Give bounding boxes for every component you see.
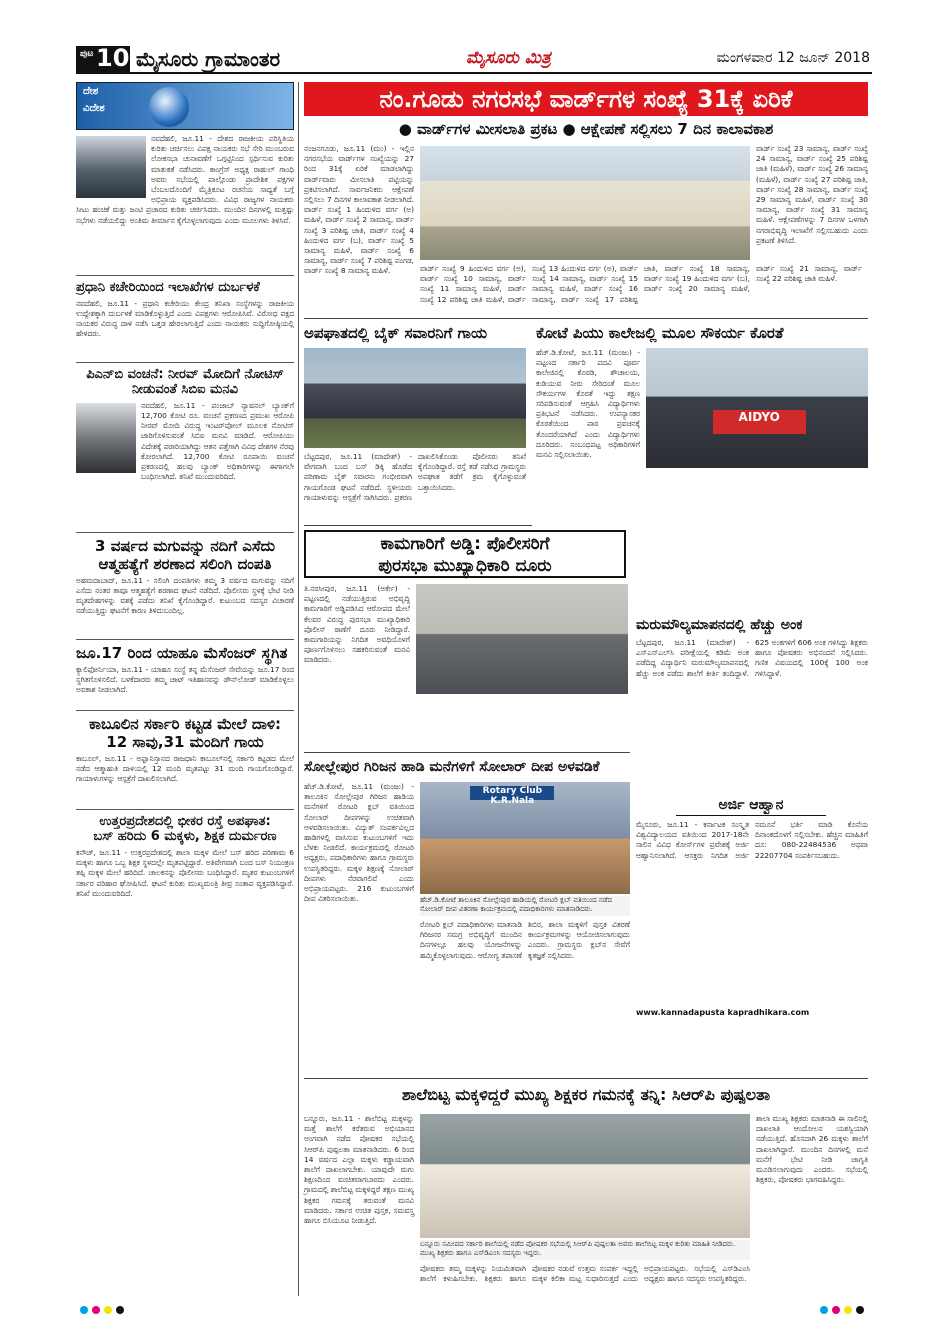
registration-mark [92,1306,100,1314]
headline-up-accident-2: ಬಸ್ ಹರಿದು 6 ಮಕ್ಕಳು, ಶಿಕ್ಷಕ ದುರ್ಮರಣ [93,829,277,845]
classroom-meeting-photo [420,1114,750,1238]
main-news-area [304,82,868,1296]
page-header [76,44,872,74]
article-text: ಕ್ಯಾಲಿಫೋರ್ನಿಯಾ, ಜೂ.11 - ಯಾಹೂ ಸಂಸ್ಥೆ ತನ್ನ ಮೆಸೆಂಜರ್ ಸೇವೆಯನ್ನು ಜೂ.17 ರಿಂದ ಸ್ಥಗಿತಗೊಳಿಸಲಿದೆ. ಬಳಕೆದಾರರು ತಮ್ಮ ಚಾಟ್ ಇತಿಹಾಸವನ್ನು ಡೌನ್‌ಲೋಡ್ ಮಾಡಿಕೊಳ್ಳಲು ಅವಕಾಶ ನೀಡಲಾಗಿದೆ. [76,664,294,695]
rahul-gandhi-photo [76,136,146,198]
desha-videsha-kicker [76,82,294,130]
college-text: ಹೆಚ್.ಡಿ.ಕೋಟೆ, ಜೂ.11 (ಮಂಜು) - ಪಟ್ಟಣದ ಸರ್ಕಾರಿ ಪದವಿ ಪೂರ್ವ ಕಾಲೇಜಿನಲ್ಲಿ ಕೊಠಡಿ, ಶೌಚಾಲಯ, ಕುಡಿಯುವ ನೀರು ಸೇರಿದಂತೆ ಮೂಲ ಸೌಕರ್ಯಗಳ ಕೊರತೆ ಇದ್ದು ತಕ್ಷಣ ಸರಿಪಡಿಸುವಂತೆ ಆಗ್ರಹಿಸಿ ವಿದ್ಯಾರ್ಥಿಗಳು ಪ್ರತಿಭಟನೆ ನಡೆಸಿದರು. ಉಪನ್ಯಾಸಕರ ಕೊರತೆಯಿಂದ ಪಾಠ ಪ್ರವಚನಕ್ಕೆ ತೊಂದರೆಯಾಗಿದೆ ಎಂದು ವಿದ್ಯಾರ್ಥಿಗಳು ದೂರಿದರು. ಸಂಬಂಧಪಟ್ಟ ಅಧಿಕಾರಿಗಳಿಗೆ ಮನವಿ ಸಲ್ಲಿಸಲಾಯಿತು. [536,348,640,460]
dropout-text-a: ಬನ್ನೂರು, ಜೂ.11 - ಶಾಲೆಬಿಟ್ಟ ಮಕ್ಕಳನ್ನು ಮತ್ತೆ ಶಾಲೆಗೆ ಕರೆತರುವ ಅಭಿಯಾನದ ಅಂಗವಾಗಿ ನಡೆದ ಪೋಷಕರ ಸಭೆಯಲ್ಲಿ ಸಿಆರ್‌ಪಿ ಪುಷ್ಪಲತಾ ಮಾತನಾಡಿದರು. 6 ರಿಂದ 14 ವರ್ಷದ ಎಲ್ಲಾ ಮಕ್ಕಳು ಕಡ್ಡಾಯವಾಗಿ ಶಾಲೆಗೆ ದಾಖಲಾಗಬೇಕು. ಯಾವುದೇ ಮಗು ಶಿಕ್ಷಣದಿಂದ ವಂಚಿತವಾಗಬಾರದು ಎಂದರು. ಗ್ರಾಮದಲ್ಲಿ ಶಾಲೆಬಿಟ್ಟ ಮಕ್ಕಳಿದ್ದರೆ ತಕ್ಷಣ ಮುಖ್ಯ ಶಿಕ್ಷಕರ ಗಮನಕ್ಕೆ ತರುವಂತೆ ಮನವಿ ಮಾಡಿದರು. ಸರ್ಕಾರ ಉಚಿತ ಪುಸ್ತಕ, ಸಮವಸ್ತ್ರ ಹಾಗೂ ಬಿಸಿಯೂಟ ನೀಡುತ್ತಿದೆ. [304,1114,414,1226]
accident-story [304,322,530,522]
dropout-story [304,1082,868,1296]
revaluation-headline: ಮರುಮೌಲ್ಯಮಾಪನದಲ್ಲಿ ಹೆಚ್ಚು ಅಂಕ [636,617,803,633]
solar-text-a: ಹೆಚ್.ಡಿ.ಕೋಟೆ, ಜೂ.11 (ಮಂಜು) - ತಾಲೂಕಿನ ಸೋಲ್ಲೇಪುರ ಗಿರಿಜನ ಹಾಡಿಯ ಮನೆಗಳಿಗೆ ರೋಟರಿ ಕ್ಲಬ್ ವತಿಯಿಂದ ಸೋಲಾರ್ ದೀಪಗಳನ್ನು ಉಚಿತವಾಗಿ ಅಳವಡಿಸಲಾಯಿತು. ವಿದ್ಯುತ್ ಸಂಪರ್ಕವಿಲ್ಲದ ಹಾಡಿಗಳಲ್ಲಿ ವಾಸಿಸುವ ಕುಟುಂಬಗಳಿಗೆ ಇದು ಬೆಳಕು ನೀಡಲಿದೆ. ಕಾರ್ಯಕ್ರಮದಲ್ಲಿ ರೋಟರಿ ಅಧ್ಯಕ್ಷರು, ಪದಾಧಿಕಾರಿಗಳು ಹಾಗೂ ಗ್ರಾಮಸ್ಥರು ಉಪಸ್ಥಿತರಿದ್ದರು. ಮಕ್ಕಳ ಶಿಕ್ಷಣಕ್ಕೆ ಸೋಲಾರ್ ದೀಪಗಳು ನೆರವಾಗಲಿವೆ ಎಂದು ಅಭಿಪ್ರಾಯಪಟ್ಟರು. 216 ಕುಟುಂಬಗಳಿಗೆ ದೀಪ ವಿತರಿಸಲಾಯಿತು. [304,782,414,904]
headline-nirav-modi: ಪಿಎನ್‌ಬಿ ವಂಚನೆ: ನೀರವ್ ಮೋದಿಗೆ ನೋಟಿಸ್ ನೀಡುವಂತೆ ಸಿಬಿಐ ಮನವಿ [86,366,284,398]
registration-mark [820,1306,828,1314]
divider [304,1078,868,1079]
lead-headline: ನಂ.ಗೂಡು ನಗರಸಭೆ ವಾರ್ಡ್‌ಗಳ ಸಂಖ್ಯೆ 31ಕ್ಕೆ ಏರಿಕೆ [304,82,868,116]
page-number: 10 [96,44,130,72]
article-text: ಕಾಬೂಲ್, ಜೂ.11 - ಅಫ್ಘಾನಿಸ್ತಾನದ ರಾಜಧಾನಿ ಕಾಬೂಲ್‌ನಲ್ಲಿ ಸರ್ಕಾರಿ ಕಟ್ಟಡದ ಮೇಲೆ ನಡೆದ ಆತ್ಮಾಹುತಿ ದಾಳಿಯಲ್ಲಿ 12 ಮಂದಿ ಮೃತಪಟ್ಟು 31 ಮಂದಿ ಗಾಯಗೊಂಡಿದ್ದಾರೆ. ಗಾಯಾಳುಗಳನ್ನು ಆಸ್ಪತ್ರೆಗೆ ದಾಖಲಿಸಲಾಗಿದೆ. [76,753,294,784]
photo-caption: ಬನ್ನೂರು ಸಮೀಪದ ಸರ್ಕಾರಿ ಶಾಲೆಯಲ್ಲಿ ನಡೆದ ಪೋಷಕರ ಸಭೆಯಲ್ಲಿ ಸಿಆರ್‌ಪಿ ಪುಷ್ಪಲತಾ ಅವರು ಶಾಲೆಬಿಟ್ಟ ಮಕ್ಕಳ ಕುರಿತು ಮಾಹಿತಿ ನೀಡಿದರು. ಮುಖ್ಯ ಶಿಕ್ಷಕರು ಹಾಗೂ ಎಸ್‌ಡಿಎಂಸಿ ಸದಸ್ಯರು ಇದ್ದರು. [420,1240,750,1260]
headline-yahoo: ಜೂ.17 ರಿಂದ ಯಾಹೂ ಮೆಸೆಂಜರ್ ಸ್ಥಗಿತ [76,643,288,662]
photo-caption: ಹೆಚ್.ಡಿ.ಕೋಟೆ ತಾಲೂಕಿನ ಸೋಲ್ಲೇಪುರ ಹಾಡಿಯಲ್ಲಿ ರೋಟರಿ ಕ್ಲಬ್ ವತಿಯಿಂದ ನಡೆದ ಸೋಲಾರ್ ದೀಪ ವಿತರಣಾ ಕಾರ್ಯಕ್ರಮದಲ್ಲಿ ಪದಾಧಿಕಾರಿಗಳು ಮಾತನಾಡಿದರು. [420,896,630,916]
rotary-sign: Rotary Club K.R.Nala [470,786,554,799]
headline-same-sex-couple: 3 ವರ್ಷದ ಮಗುವನ್ನು ನದಿಗೆ ಎಸೆದು ಆತ್ಮಹತ್ಯೆಗೆ ಶರಣಾದ ಸಲಿಂಗಿ ದಂಪತಿ [95,536,275,573]
dropout-text-c: ಶಾಲಾ ಮುಖ್ಯ ಶಿಕ್ಷಕರು ಮಾತನಾಡಿ ಈ ಸಾಲಿನಲ್ಲಿ ದಾಖಲಾತಿ ಆಂದೋಲನ ಯಶಸ್ವಿಯಾಗಿ ನಡೆಯುತ್ತಿದೆ. ಹೊಸದಾಗಿ 26 ಮಕ್ಕಳು ಶಾಲೆಗೆ ದಾಖಲಾಗಿದ್ದಾರೆ. ಮುಂದಿನ ದಿನಗಳಲ್ಲಿ ಮನೆ ಮನೆಗೆ ಭೇಟಿ ನೀಡಿ ಜಾಗೃತಿ ಮೂಡಿಸಲಾಗುವುದು ಎಂದರು. ಸಭೆಯಲ್ಲಿ ಶಿಕ್ಷಕರು, ಪೋಷಕರು ಭಾಗವಹಿಸಿದ್ದರು. [756,1114,868,1185]
article-text: ನವದೆಹಲಿ, ಜೂ.11 - ಪಂಜಾಬ್ ನ್ಯಾಷನಲ್ ಬ್ಯಾಂಕ್‌ಗೆ 12,700 ಕೋಟಿ ರೂ. ವಂಚನೆ ಪ್ರಕರಣದ ಪ್ರಮುಖ ಆರೋಪಿ ನೀರವ್ ಮೋದಿ ವಿರುದ್ಧ ಇಂಟರ್‌ಪೋಲ್ ಮೂಲಕ ನೋಟಿಸ್ ಜಾರಿಗೊಳಿಸುವಂತೆ ಸಿಬಿಐ ಮನವಿ ಮಾಡಿದೆ. ಆರೋಪಿಯು ವಿದೇಶಕ್ಕೆ ಪರಾರಿಯಾಗಿದ್ದು ಆತನ ಪತ್ತೆಗಾಗಿ ವಿವಿಧ ದೇಶಗಳ ನೆರವು ಕೋರಲಾಗಿದೆ. 12,700 ಕೋಟಿ ರೂಪಾಯಿ ವಂಚನೆ ಪ್ರಕರಣದಲ್ಲಿ ಹಲವು ಬ್ಯಾಂಕ್ ಅಧಿಕಾರಿಗಳನ್ನು ಈಗಾಗಲೇ ಬಂಧಿಸಲಾಗಿದೆ. ತನಿಖೆ ಮುಂದುವರಿದಿದೆ. [76,401,294,529]
registration-mark [844,1306,852,1314]
solar-headline: ಸೋಲ್ಲೇಪುರ ಗಿರಿಜನ ಹಾಡಿ ಮನೆಗಳಿಗೆ ಸೋಲಾರ್ ದೀಪ ಅಳವಡಿಕೆ [304,759,600,775]
registration-mark [856,1306,864,1314]
lead-subhead: ● ವಾರ್ಡ್‌ಗಳ ಮೀಸಲಾತಿ ಪ್ರಕಟ ● ಆಕ್ಷೇಪಣೆ ಸಲ್ಲಿಸಲು 7 ದಿನ ಕಾಲಾವಕಾಶ [398,120,774,138]
registration-mark [104,1306,112,1314]
page-word: ಪುಟ [80,49,94,59]
solar-story [304,756,630,1076]
globe-icon [149,87,189,127]
lead-text-a: ನಂಜನಗೂಡು, ಜೂ.11 (ಮಂ) - ಇಲ್ಲಿನ ನಗರಸಭೆಯ ವಾರ್ಡ್‌ಗಳ ಸಂಖ್ಯೆಯನ್ನು 27 ರಿಂದ 31ಕ್ಕೆ ಏರಿಕೆ ಮಾಡಲಾಗಿದ್ದು ವಾರ್ಡ್‌ವಾರು ಮೀಸಲಾತಿ ಪಟ್ಟಿಯನ್ನು ಪ್ರಕಟಿಸಲಾಗಿದೆ. ಸಾರ್ವಜನಿಕರು ಆಕ್ಷೇಪಣೆ ಸಲ್ಲಿಸಲು 7 ದಿನಗಳ ಕಾಲಾವಕಾಶ ನೀಡಲಾಗಿದೆ. ವಾರ್ಡ್ ಸಂಖ್ಯೆ 1 ಹಿಂದುಳಿದ ವರ್ಗ (ಅ) ಮಹಿಳೆ, ವಾರ್ಡ್ ಸಂಖ್ಯೆ 2 ಸಾಮಾನ್ಯ, ವಾರ್ಡ್ ಸಂಖ್ಯೆ 3 ಪರಿಶಿಷ್ಟ ಜಾತಿ, ವಾರ್ಡ್ ಸಂಖ್ಯೆ 4 ಹಿಂದುಳಿದ ವರ್ಗ (ಬ), ವಾರ್ಡ್ ಸಂಖ್ಯೆ 5 ಸಾಮಾನ್ಯ ಮಹಿಳೆ, ವಾರ್ಡ್ ಸಂಖ್ಯೆ 6 ಸಾಮಾನ್ಯ, ವಾರ್ಡ್ ಸಂಖ್ಯೆ 7 ಪರಿಶಿಷ್ಟ ಪಂಗಡ, ವಾರ್ಡ್ ಸಂಖ್ಯೆ 8 ಸಾಮಾನ್ಯ ಮಹಿಳೆ. [304,144,414,276]
article-text: ನವದೆಹಲಿ, ಜೂ.11 - ಪ್ರಧಾನಿ ಕಚೇರಿಯು ಕೇಂದ್ರ ತನಿಖಾ ಸಂಸ್ಥೆಗಳನ್ನು ರಾಜಕೀಯ ಉದ್ದೇಶಕ್ಕಾಗಿ ದುರ್ಬಳಕೆ ಮಾಡಿಕೊಳ್ಳುತ್ತಿದೆ ಎಂದು ವಿಪಕ್ಷಗಳು ಆರೋಪಿಸಿವೆ. ವಿರೋಧ ಪಕ್ಷದ ನಾಯಕರ ವಿರುದ್ಧ ದಾಳಿ ನಡೆಸಿ ಒತ್ತಡ ಹೇರಲಾಗುತ್ತಿದೆ ಎಂದು ನಾಯಕರು ಸುದ್ದಿಗೋಷ್ಠಿಯಲ್ಲಿ ಹೇಳಿದರು. [76,298,294,339]
college-headline: ಕೋಟೆ ಪಿಯು ಕಾಲೇಜಲ್ಲಿ ಮೂಲ ಸೌಕರ್ಯ ಕೊರತೆ [536,324,784,342]
applications-story [636,794,868,1030]
headline-pmo: ಪ್ರಧಾನಿ ಕಚೇರಿಯಿಂದ ಇಲಾಖೆಗಳ ದುರ್ಬಳಕೆ [76,280,260,295]
article-text: ಕನೌಜ್, ಜೂ.11 - ಉತ್ತರಪ್ರದೇಶದಲ್ಲಿ ಶಾಲಾ ಮಕ್ಕಳ ಮೇಲೆ ಬಸ್ ಹರಿದ ಪರಿಣಾಮ 6 ಮಕ್ಕಳು ಹಾಗೂ ಒಬ್ಬ ಶಿಕ್ಷಕ ಸ್ಥಳದಲ್ಲೇ ಮೃತಪಟ್ಟಿದ್ದಾರೆ. ಅತಿವೇಗವಾಗಿ ಬಂದ ಬಸ್ ನಿಯಂತ್ರಣ ತಪ್ಪಿ ಮಕ್ಕಳ ಮೇಲೆ ಹರಿದಿದೆ. ಚಾಲಕನನ್ನು ಪೊಲೀಸರು ಬಂಧಿಸಿದ್ದಾರೆ. ಮೃತರ ಕುಟುಂಬಗಳಿಗೆ ಸರ್ಕಾರ ಪರಿಹಾರ ಘೋಷಿಸಿದೆ. ಘಟನೆ ಕುರಿತು ಮುಖ್ಯಮಂತ್ರಿ ತೀವ್ರ ಸಂತಾಪ ವ್ಯಕ್ತಪಡಿಸಿದ್ದಾರೆ. ತನಿಖೆ ಮುಂದುವರಿದಿದೆ. [76,847,294,898]
accident-headline: ಅಪಘಾತದಲ್ಲಿ ಬೈಕ್ ಸವಾರನಿಗೆ ಗಾಯ [304,324,488,342]
dropout-headline: ಶಾಲೆಬಿಟ್ಟ ಮಕ್ಕಳಿದ್ದರೆ ಮುಖ್ಯ ಶಿಕ್ಷಕರ ಗಮನಕ್ಕೆ ತನ್ನಿ: ಸಿಆರ್‌ಪಿ ಪುಷ್ಪಲತಾ [401,1085,771,1104]
aidyo-banner: AIDYO [713,410,806,434]
registration-mark [832,1306,840,1314]
registration-mark [80,1306,88,1314]
lead-story [304,144,868,314]
article-text: ನವದೆಹಲಿ, ಜೂ.11 - ದೇಶದ ರಾಜಕೀಯ ಪರಿಸ್ಥಿತಿಯ ಕುರಿತು ಚರ್ಚಿಸಲು ವಿಪಕ್ಷ ನಾಯಕರು ಸಭೆ ಸೇರಿ ಮುಂಬರುವ ಲೋಕಸಭಾ ಚುನಾವಣೆಗೆ ಒಗ್ಗಟ್ಟಿನಿಂದ ಸ್ಪರ್ಧಿಸುವ ಕುರಿತು ಮಾತುಕತೆ ನಡೆಸಿದರು. ಕಾಂಗ್ರೆಸ್ ಅಧ್ಯಕ್ಷ ರಾಹುಲ್ ಗಾಂಧಿ ಅವರು ಸಭೆಯಲ್ಲಿ ಪಾಲ್ಗೊಂಡು ಪ್ರಾದೇಶಿಕ ಪಕ್ಷಗಳ ಬೆಂಬಲದೊಂದಿಗೆ ಮೈತ್ರಿಕೂಟ ರಚನೆಯ ಸಾಧ್ಯತೆ ಬಗ್ಗೆ ಅಭಿಪ್ರಾಯ ವ್ಯಕ್ತಪಡಿಸಿದರು. ವಿವಿಧ ರಾಜ್ಯಗಳ ನಾಯಕರು ಸೀಟು ಹಂಚಿಕೆ ಮತ್ತು ಜಂಟಿ ಪ್ರಚಾರದ ಕುರಿತು ಚರ್ಚಿಸಿದರು. ಮುಂದಿನ ದಿನಗಳಲ್ಲಿ ಮತ್ತಷ್ಟು ಸಭೆಗಳು ನಡೆಯಲಿದ್ದು ಅಂತಿಮ ತೀರ್ಮಾನ ಕೈಗೊಳ್ಳಲಾಗುವುದು ಎಂದು ಮೂಲಗಳು ತಿಳಿಸಿವೆ. [76,134,294,225]
divider [304,752,630,753]
lead-text-b: ವಾರ್ಡ್ ಸಂಖ್ಯೆ 9 ಹಿಂದುಳಿದ ವರ್ಗ (ಅ), ವಾರ್ಡ್ ಸಂಖ್ಯೆ 10 ಸಾಮಾನ್ಯ, ವಾರ್ಡ್ ಸಂಖ್ಯೆ 11 ಸಾಮಾನ್ಯ ಮಹಿಳೆ, ವಾರ್ಡ್ ಸಂಖ್ಯೆ 12 ಪರಿಶಿಷ್ಟ ಜಾತಿ ಮಹಿಳೆ, ವಾರ್ಡ್ ಸಂಖ್ಯೆ 13 ಹಿಂದುಳಿದ ವರ್ಗ (ಅ), ವಾರ್ಡ್ ಸಂಖ್ಯೆ 14 ಸಾಮಾನ್ಯ, ವಾರ್ಡ್ ಸಂಖ್ಯೆ 15 ಸಾಮಾನ್ಯ ಮಹಿಳೆ, ವಾರ್ಡ್ ಸಂಖ್ಯೆ 16 ಸಾಮಾನ್ಯ, ವಾರ್ಡ್ ಸಂಖ್ಯೆ 17 ಪರಿಶಿಷ್ಟ ಜಾತಿ, ವಾರ್ಡ್ ಸಂಖ್ಯೆ 18 ಸಾಮಾನ್ಯ, ವಾರ್ಡ್ ಸಂಖ್ಯೆ 19 ಹಿಂದುಳಿದ ವರ್ಗ (ಬ), ವಾರ್ಡ್ ಸಂಖ್ಯೆ 20 ಸಾಮಾನ್ಯ ಮಹಿಳೆ, ವಾರ್ಡ್ ಸಂಖ್ಯೆ 21 ಸಾಮಾನ್ಯ, ವಾರ್ಡ್ ಸಂಖ್ಯೆ 22 ಪರಿಶಿಷ್ಟ ಜಾತಿ ಮಹಿಳೆ. [420,264,862,304]
solar-text-b: ರೋಟರಿ ಕ್ಲಬ್ ಪದಾಧಿಕಾರಿಗಳು ಮಾತನಾಡಿ ಗಿರಿಜನರ ಸಮಗ್ರ ಅಭಿವೃದ್ಧಿಗೆ ಮುಂದಿನ ದಿನಗಳಲ್ಲೂ ಹಲವು ಯೋಜನೆಗಳನ್ನು ಹಮ್ಮಿಕೊಳ್ಳಲಾಗುವುದು. ಆರೋಗ್ಯ ತಪಾಸಣೆ ಶಿಬಿರ, ಶಾಲಾ ಮಕ್ಕಳಿಗೆ ಪುಸ್ತಕ ವಿತರಣೆ ಕಾರ್ಯಕ್ರಮಗಳನ್ನು ಆಯೋಜಿಸಲಾಗುವುದು ಎಂದರು. ಗ್ರಾಮಸ್ಥರು ಕ್ಲಬ್‌ನ ಸೇವೆಗೆ ಕೃತಜ್ಞತೆ ಸಲ್ಲಿಸಿದರು. [420,920,630,960]
column-divider [298,82,299,1296]
applications-headline: ಅರ್ಜಿ ಆಹ್ವಾನ [676,794,826,816]
dropout-text-b: ಪೋಷಕರು ತಮ್ಮ ಮಕ್ಕಳನ್ನು ನಿಯಮಿತವಾಗಿ ಶಾಲೆಗೆ ಕಳುಹಿಸಬೇಕು. ಶಿಕ್ಷಕರು ಹಾಗೂ ಪೋಷಕರ ನಡುವೆ ಉತ್ತಮ ಸಂಪರ್ಕ ಇದ್ದಲ್ಲಿ ಮಕ್ಕಳ ಕಲಿಕಾ ಮಟ್ಟ ಸುಧಾರಿಸುತ್ತದೆ ಎಂದು ಅಭಿಪ್ರಾಯಪಟ್ಟರು. ಸಭೆಯಲ್ಲಿ ಎಸ್‌ಡಿಎಂಸಿ ಅಧ್ಯಕ್ಷರು ಹಾಗೂ ಸದಸ್ಯರು ಉಪಸ್ಥಿತರಿದ್ದರು. [420,1264,750,1284]
accident-crowd-photo [304,348,526,448]
lead-text-c: ವಾರ್ಡ್ ಸಂಖ್ಯೆ 23 ಸಾಮಾನ್ಯ, ವಾರ್ಡ್ ಸಂಖ್ಯೆ 24 ಸಾಮಾನ್ಯ, ವಾರ್ಡ್ ಸಂಖ್ಯೆ 25 ಪರಿಶಿಷ್ಟ ಜಾತಿ (ಮಹಿಳೆ), ವಾರ್ಡ್ ಸಂಖ್ಯೆ 26 ಸಾಮಾನ್ಯ (ಮಹಿಳೆ), ವಾರ್ಡ್ ಸಂಖ್ಯೆ 27 ಪರಿಶಿಷ್ಟ ಜಾತಿ, ವಾರ್ಡ್ ಸಂಖ್ಯೆ 28 ಸಾಮಾನ್ಯ, ವಾರ್ಡ್ ಸಂಖ್ಯೆ 29 ಸಾಮಾನ್ಯ ಮಹಿಳೆ, ವಾರ್ಡ್ ಸಂಖ್ಯೆ 30 ಸಾಮಾನ್ಯ, ವಾರ್ಡ್ ಸಂಖ್ಯೆ 31 ಸಾಮಾನ್ಯ ಮಹಿಳೆ. ಆಕ್ಷೇಪಣೆಗಳನ್ನು 7 ದಿನಗಳ ಒಳಗಾಗಿ ನಗರಾಭಿವೃದ್ಧಿ ಇಲಾಖೆಗೆ ಸಲ್ಲಿಸಬಹುದು ಎಂದು ಪ್ರಕಟಣೆ ತಿಳಿಸಿದೆ. [756,144,868,245]
rotary-event-photo [420,782,630,894]
section-title: ಮೈಸೂರು ಗ್ರಾಮಾಂತರ [136,47,281,71]
complaint-story [304,530,630,748]
headline-up-accident-1: ಉತ್ತರಪ್ರದೇಶದಲ್ಲಿ ಭೀಕರ ರಸ್ತೆ ಅಪಘಾತ: [99,813,271,829]
student-protest-photo [646,348,868,468]
divider [304,318,868,319]
revaluation-story [636,614,868,784]
complaint-text: ತಿ.ನರಸೀಪುರ, ಜೂ.11 (ಅರ್ಕೇ) - ಪಟ್ಟಣದಲ್ಲಿ ನಡೆಯುತ್ತಿರುವ ಅಭಿವೃದ್ಧಿ ಕಾಮಗಾರಿಗೆ ಅಡ್ಡಿಪಡಿಸಿದ ಆರೋಪದ ಮೇಲೆ ಕೆಲವರ ವಿರುದ್ಧ ಪುರಸಭಾ ಮುಖ್ಯಾಧಿಕಾರಿ ಪೊಲೀಸ್ ಠಾಣೆಗೆ ದೂರು ನೀಡಿದ್ದಾರೆ. ಕಾಮಗಾರಿಯನ್ನು ನಿಗದಿತ ಅವಧಿಯೊಳಗೆ ಪೂರ್ಣಗೊಳಿಸಲು ಸಹಕರಿಸುವಂತೆ ಮನವಿ ಮಾಡಿದರು. [304,584,410,665]
accident-text: ಬೆಟ್ಟದಪುರ, ಜೂ.11 (ಮಾದೇಶ್) - ವೇಗವಾಗಿ ಬಂದ ಬಸ್ ಡಿಕ್ಕಿ ಹೊಡೆದ ಪರಿಣಾಮ ಬೈಕ್ ಸವಾರನು ಗಂಭೀರವಾಗಿ ಗಾಯಗೊಂಡ ಘಟನೆ ನಡೆದಿದೆ. ಸ್ಥಳೀಯರು ಗಾಯಾಳುವನ್ನು ಆಸ್ಪತ್ರೆಗೆ ಸಾಗಿಸಿದರು. ಪ್ರಕರಣ ದಾಖಲಿಸಿಕೊಂಡು ಪೊಲೀಸರು ತನಿಖೆ ಕೈಗೊಂಡಿದ್ದಾರೆ. ರಸ್ತೆ ತಡೆ ನಡೆಸಿದ ಗ್ರಾಮಸ್ಥರು ಅಪಘಾತ ತಡೆಗೆ ಕ್ರಮ ಕೈಗೊಳ್ಳುವಂತೆ ಒತ್ತಾಯಿಸಿದರು. [304,452,526,502]
nirav-modi-photo [76,403,136,473]
municipal-office-photo [420,146,750,260]
divider [304,525,532,526]
revaluation-text: ಬೆಟ್ಟದಪುರ, ಜೂ.11 (ಮಾದೇಶ್) - ಎಸ್‌ಎಸ್‌ಎಲ್‌ಸಿ ಪರೀಕ್ಷೆಯಲ್ಲಿ ಕಡಿಮೆ ಅಂಕ ಪಡೆದಿದ್ದ ವಿದ್ಯಾರ್ಥಿನಿ ಮರುಮೌಲ್ಯಮಾಪನದಲ್ಲಿ ಹೆಚ್ಚು ಅಂಕ ಪಡೆದು ಶಾಲೆಗೆ ಕೀರ್ತಿ ತಂದಿದ್ದಾಳೆ. 625 ಅಂಕಗಳಿಗೆ 606 ಅಂಕ ಗಳಿಸಿದ್ದು ಶಿಕ್ಷಕರು ಹಾಗೂ ಪೋಷಕರು ಅಭಿನಂದನೆ ಸಲ್ಲಿಸಿದರು. ಗಣಿತ ವಿಷಯದಲ್ಲಿ 100ಕ್ಕೆ 100 ಅಂಕ ಗಳಿಸಿದ್ದಾಳೆ. [636,638,868,678]
kicker-line2: ವಿದೇಶ [83,103,105,114]
complaint-headline-line1: ಕಾಮಗಾರಿಗೆ ಅಡ್ಡಿ: ಪೊಲೀಸರಿಗೆ [380,534,550,554]
article-text: ಅಹಮದಾಬಾದ್, ಜೂ.11 - ಸಲಿಂಗಿ ದಂಪತಿಗಳು ತಮ್ಮ 3 ವರ್ಷದ ಮಗುವನ್ನು ನದಿಗೆ ಎಸೆದು ನಂತರ ತಾವೂ ಆತ್ಮಹತ್ಯೆಗೆ ಶರಣಾದ ಘಟನೆ ನಡೆದಿದೆ. ಪೊಲೀಸರು ಸ್ಥಳಕ್ಕೆ ಭೇಟಿ ನೀಡಿ ಮೃತದೇಹಗಳನ್ನು ವಶಕ್ಕೆ ಪಡೆದು ತನಿಖೆ ಕೈಗೊಂಡಿದ್ದಾರೆ. ಕುಟುಂಬದ ಸದಸ್ಯರ ವಿಚಾರಣೆ ನಡೆಯುತ್ತಿದ್ದು ಘಟನೆಗೆ ಕಾರಣ ತಿಳಿದುಬಂದಿಲ್ಲ. [76,575,294,616]
headline-kabul: ಕಾಬೂಲಿನ ಸರ್ಕಾರಿ ಕಟ್ಟಡ ಮೇಲೆ ದಾಳಿ: 12 ಸಾವು,31 ಮಂದಿಗೆ ಗಾಯ [88,714,282,751]
complaint-headline [304,530,626,578]
kicker-line1: ದೇಶ [83,86,99,97]
issue-date: ಮಂಗಳವಾರ 12 ಜೂನ್ 2018 [716,50,870,66]
website-link[interactable]: www.kannadapusta kapradhikara.com [636,1008,810,1017]
masthead-logo: ಮೈಸೂರು ಮಿತ್ರ [466,48,551,68]
page-number-badge [76,46,130,72]
complaint-headline-line2: ಪುರಸಭಾ ಮುಖ್ಯಾಧಿಕಾರಿ ದೂರು [378,556,552,576]
police-station-photo [416,584,628,694]
left-news-column [76,82,294,1296]
applications-text: ಮೈಸೂರು, ಜೂ.11 - ಕರ್ನಾಟಕ ಸಂಸ್ಕೃತ ವಿಶ್ವವಿದ್ಯಾಲಯದ ವತಿಯಿಂದ 2017-18ನೇ ಸಾಲಿನ ವಿವಿಧ ಕೋರ್ಸ್‌ಗಳ ಪ್ರವೇಶಕ್ಕೆ ಅರ್ಜಿ ಆಹ್ವಾನಿಸಲಾಗಿದೆ. ಆಸಕ್ತರು ನಿಗದಿತ ಅರ್ಜಿ ನಮೂನೆ ಭರ್ತಿ ಮಾಡಿ ಕೊನೆಯ ದಿನಾಂಕದೊಳಗೆ ಸಲ್ಲಿಸಬೇಕು. ಹೆಚ್ಚಿನ ಮಾಹಿತಿಗೆ ದೂ: 080-22484536 ಅಥವಾ 22207704 ಸಂಪರ್ಕಿಸಬಹುದು. [636,820,868,860]
registration-mark [116,1306,124,1314]
